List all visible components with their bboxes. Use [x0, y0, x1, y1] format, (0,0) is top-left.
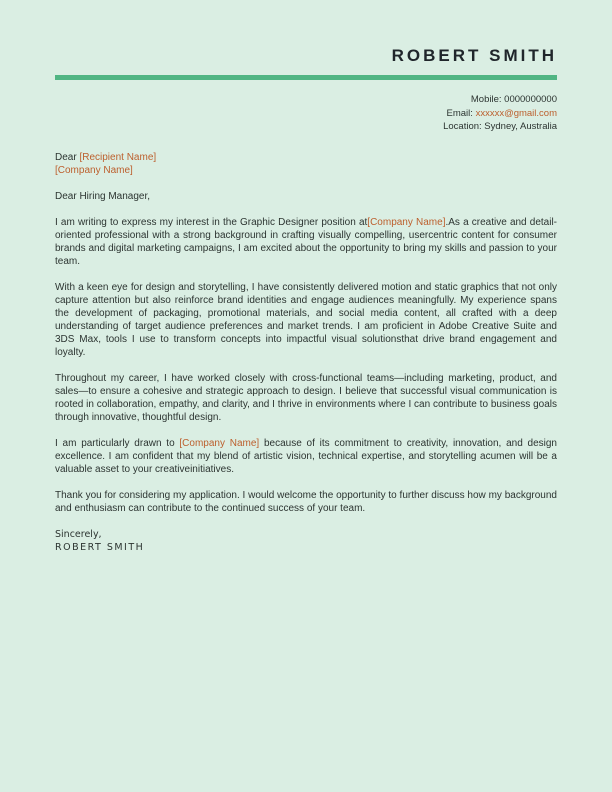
body-paragraph — [55, 437, 557, 476]
mobile-value: 0000000000 — [504, 94, 557, 105]
contact-email — [55, 107, 557, 121]
page-title: ROBERT SMITH — [391, 46, 557, 65]
letter-body — [55, 216, 557, 515]
valediction: Sincerely, — [55, 528, 102, 540]
location-value: Sydney, Australia — [484, 121, 557, 132]
contact-mobile — [55, 93, 557, 107]
location-label: Location: — [443, 121, 485, 132]
recipient-name-placeholder: [Recipient Name] — [79, 151, 157, 163]
paragraph-text: With a keen eye for design and storytelling, I have consistently delivered motion and static graphics that not only capture attention but also reinforce brand identities and engage audiences meaningfully. My experience spans the development of packaging, promotional materials, and social media content, all crafted with a deep understanding of target audience preferences and market trends. I am proficient in Adobe Creative Suite and 3DS Max, tools I use to transform concepts into impactful visual solutionsthat drive brand engagement and loyalty. — [55, 281, 557, 358]
email-label: Email: — [446, 107, 476, 119]
paragraph-text: .As a creative and detail-oriented professional with a strong background in crafting visually compelling, usercentric content for consumer brands and digital marketing campaigns, I am excited about the opportunity to bring my skills and passion to your team. — [55, 216, 558, 267]
closing-block — [55, 528, 557, 554]
header-divider-rule — [55, 75, 557, 80]
dear-prefix: Dear — [55, 151, 80, 163]
contact-block — [55, 93, 557, 134]
salutation-block — [55, 151, 557, 177]
recipient-line — [55, 151, 557, 164]
company-name-placeholder: [Company Name] — [179, 437, 260, 449]
signature: ROBERT SMITH — [55, 541, 145, 553]
mobile-label: Mobile: — [470, 94, 505, 105]
paragraph-text: I am writing to express my interest in the Graphic Designer position at — [55, 216, 368, 228]
paragraph-text: Throughout my career, I have worked closely with cross-functional teams—including marketing, product, and sales—to ensure a cohesive and strategic approach to design. I believe that successful visual communication is rooted in collaboration, empathy, and clarity, and I thrive in environments where I can contribute to business goals through innovative, thoughtful design. — [55, 372, 557, 423]
body-paragraph — [55, 216, 557, 268]
email-link[interactable]: xxxxxx@gmail.com — [475, 107, 557, 119]
paragraph-text: Thank you for considering my application. I would welcome the opportunity to further discuss how my background and enthusiasm can contribute to the continued success of your team. — [55, 489, 557, 514]
body-paragraph — [55, 372, 557, 424]
paragraph-text: I am particularly drawn to — [55, 437, 180, 449]
contact-location — [55, 120, 557, 134]
body-paragraph — [55, 281, 557, 359]
paragraph-text: because of its commitment to creativity, innovation, and design excellence. I am confident that my blend of artistic vision, technical expertise, and storytelling acumen will be a valuable asset to your creativeinitiatives. — [55, 437, 557, 475]
company-name-placeholder: [Company Name] — [367, 216, 446, 228]
body-paragraph — [55, 489, 557, 515]
company-name-line: [Company Name] — [55, 164, 133, 176]
greeting-line: Dear Hiring Manager, — [55, 190, 151, 202]
